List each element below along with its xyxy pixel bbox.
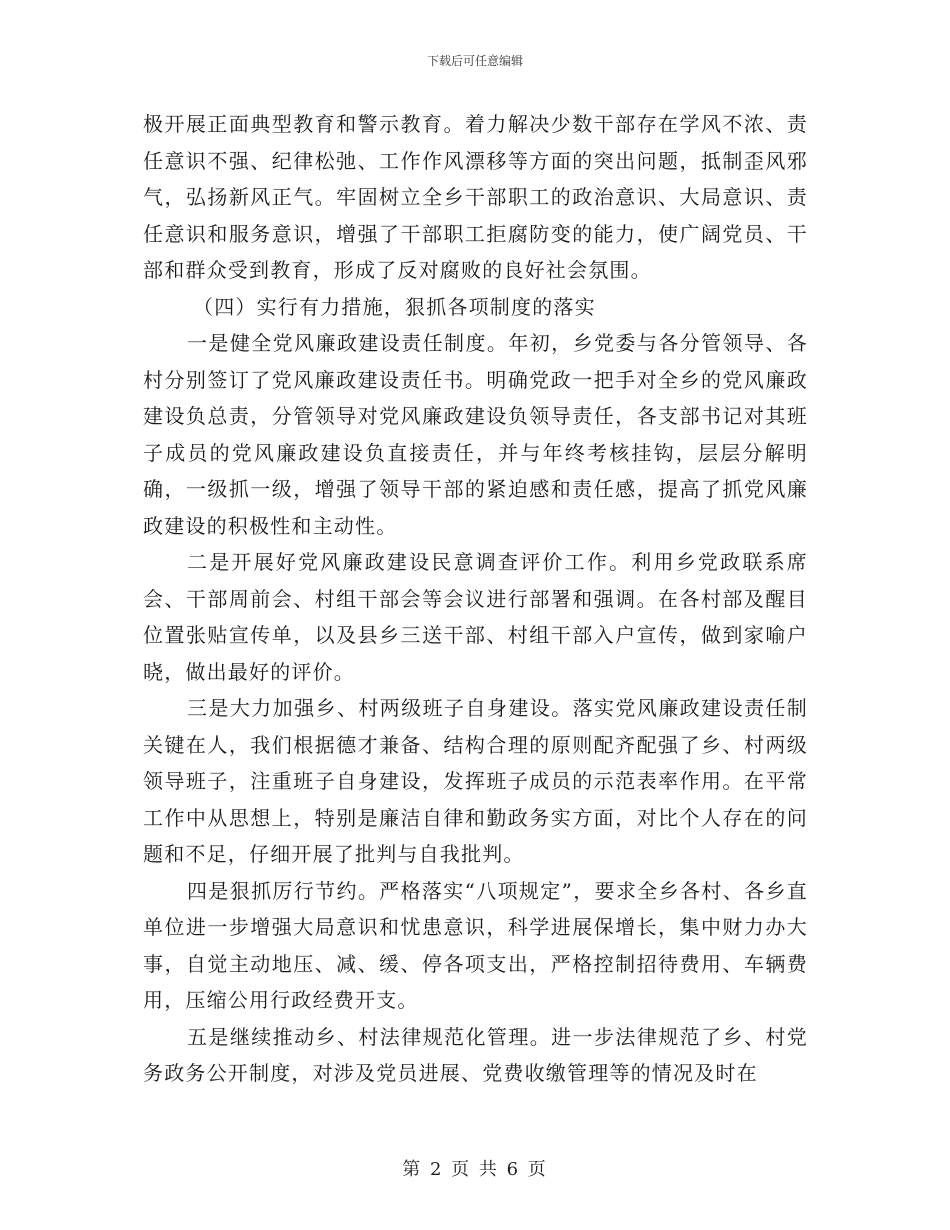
paragraph-item-two: 二是开展好党风廉政建设民意调查评价工作。利用乡党政联系席会、干部周前会、村组干部会等会议进行部署和强调。在各村部及醒目位置张贴宣传单，以及县乡三送干部、村组干部入户宣传，做到家喻户晓，做出最好的评价。: [143, 550, 808, 684]
paragraph-item-three: 三是大力加强乡、村两级班子自身建设。落实党风廉政建设责任制关键在人，我们根据德才兼备、结构合理的原则配齐配强了乡、村两级领导班子，注重班子自身建设，发挥班子成员的示范表率作用。在平常工作中从思想上，特别是廉洁自律和勤政务实方面，对比个人存在的问题和不足，仔细开展了批判与自我批判。: [143, 696, 808, 866]
paragraph-continuation: 极开展正面典型教育和警示教育。着力解决少数干部存在学风不浓、责任意识不强、纪律松弛、工作作风漂移等方面的突出问题，抵制歪风邪气，弘扬新风正气。牢固树立全乡干部职工的政治意识、大局意识、责任意识和服务意识，增强了干部职工拒腐防变的能力，使广阔党员、干部和群众受到教育，形成了反对腐败的良好社会氛围。: [143, 112, 808, 282]
section-heading-four: （四）实行有力措施，狠抓各项制度的落实: [193, 294, 596, 319]
paragraph-item-four: 四是狠抓厉行节约。严格落实“八项规定”，要求全乡各村、各乡直单位进一步增强大局意识和忧患意识，科学进展保增长，集中财力办大事，自觉主动地压、减、缓、停各项支出，严格控制招待费用、车辆费用，压缩公用行政经费开支。: [143, 878, 808, 1012]
page-header: 下载后可任意编辑: [426, 54, 523, 68]
page-footer: 第 2 页 共 6 页: [402, 1159, 548, 1180]
paragraph-item-five: 五是继续推动乡、村法律规范化管理。进一步法律规范了乡、村党务政务公开制度，对涉及党员进展、党费收缴管理等的情况及时在: [143, 1024, 808, 1085]
document-body: [143, 106, 808, 1092]
paragraph-item-one: 一是健全党风廉政建设责任制度。年初，乡党委与各分管领导、各村分别签订了党风廉政建设责任书。明确党政一把手对全乡的党风廉政建设负总责，分管领导对党风廉政建设负领导责任，各支部书记对其班子成员的党风廉政建设负直接责任，并与年终考核挂钩，层层分解明确，一级抓一级，增强了领导干部的紧迫感和责任感，提高了抓党风廉政建设的积极性和主动性。: [143, 331, 808, 538]
